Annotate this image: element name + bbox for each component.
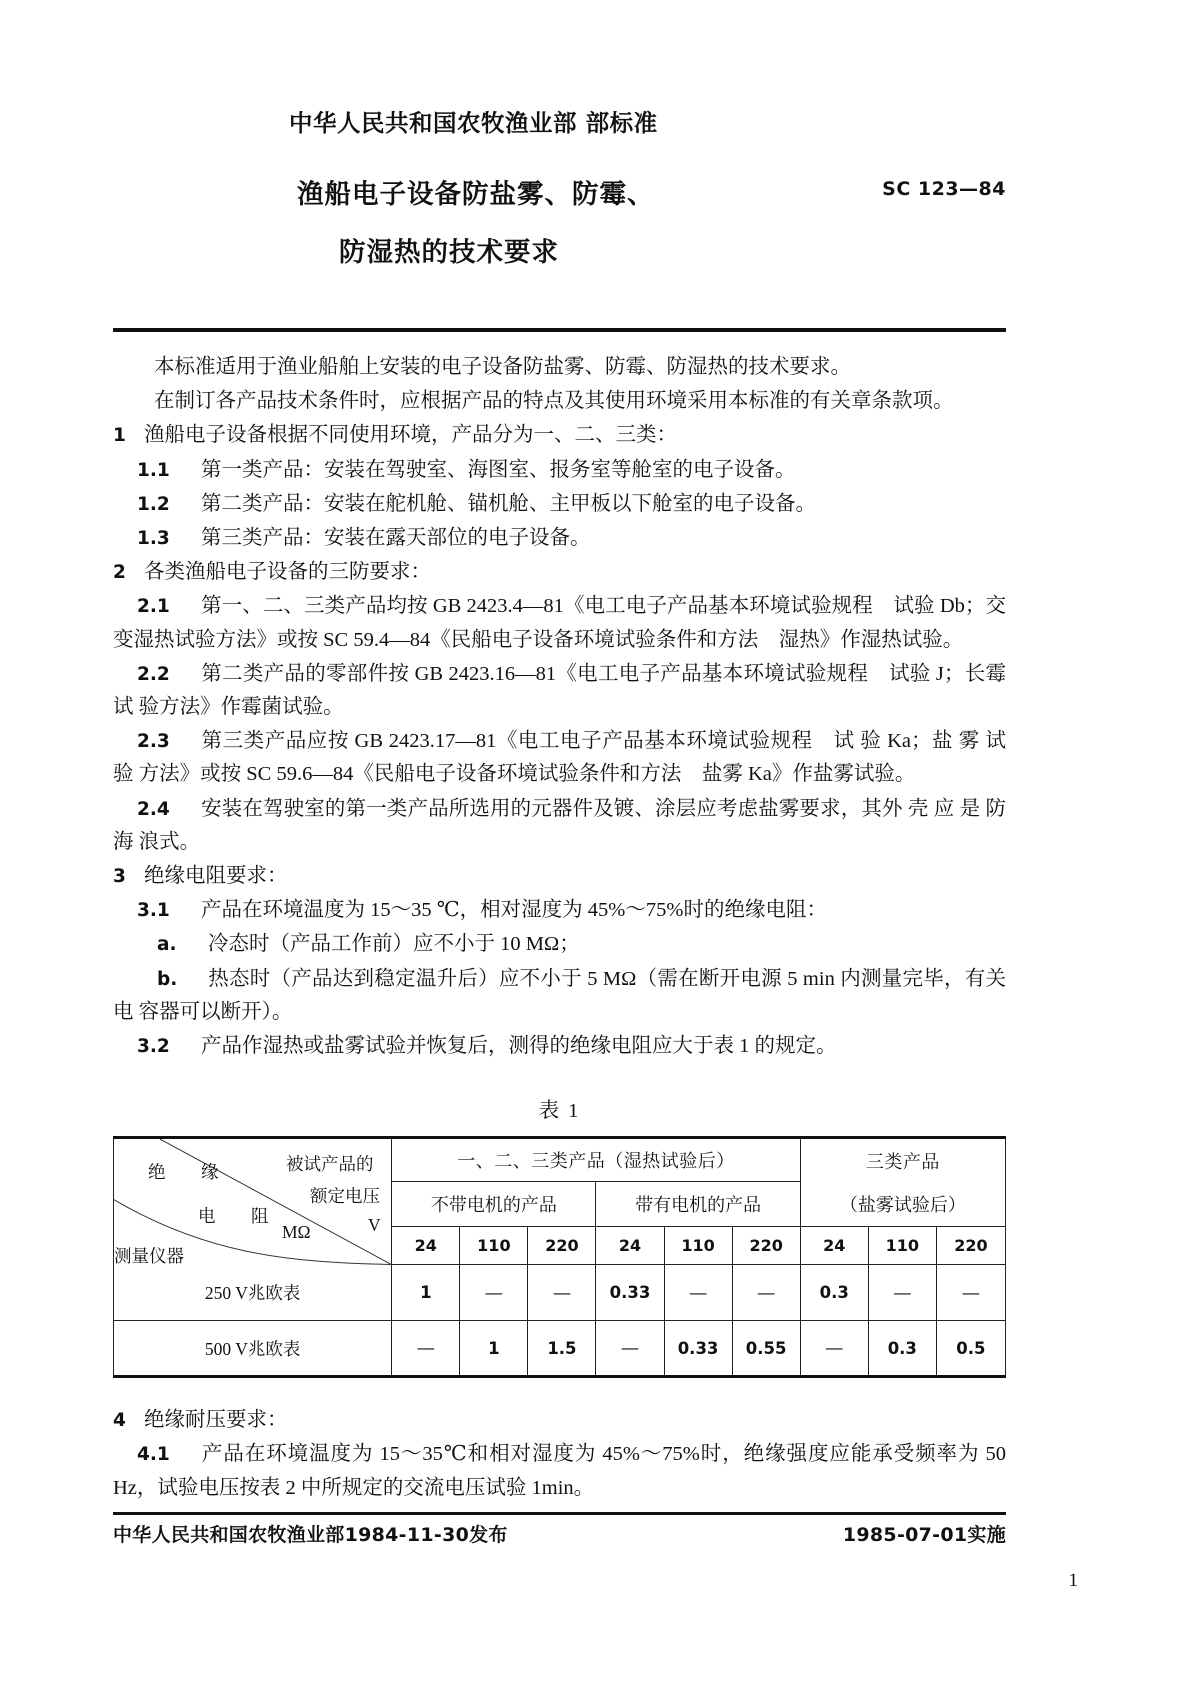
table-row-1-cell-1: 1 [392,1265,460,1321]
clause-3-1-item-b-text: 热态时（产品达到稳定温升后）应不小于 5 MΩ（需在断开电源 5 min 内测量完毕，有关电 容器可以断开）。 [113,967,1006,1023]
clause-1-3 [113,522,1006,555]
table-voltage-col-3: 220 [528,1227,596,1265]
table-row-2-cell-4: — [596,1321,664,1377]
table-header-row-groups [114,1138,1006,1182]
table-group-header-2: 三类产品 [800,1138,1005,1182]
table-1-caption: 表 1 [538,1100,581,1123]
title-block [113,172,1006,284]
table-group-header-1: 一、二、三类产品（湿热试验后） [392,1138,800,1182]
clause-1-text: 渔船电子设备根据不同使用环境，产品分为一、二、三类： [144,424,677,447]
clause-1-1-label: 1.1 [137,459,170,481]
table-row [114,1265,1006,1321]
clause-2-1-label: 2.1 [137,596,170,618]
footer-effective-date: 1985-07-01实施 [842,1524,1006,1546]
clause-2-4-text: 安装在驾驶室的第一类产品所选用的元器件及镀、涂层应考虑盐雾要求，其外 壳 应 是 防 海 浪式。 [113,797,1006,853]
table-row-2-cell-5: 0.33 [664,1321,732,1377]
footer-divider-rule [113,1512,1006,1515]
page-content [113,0,1006,1506]
clause-2-1-text: 第一、二、三类产品均按 GB 2423.4—81《电工电子产品基本环境试验规程 试验 Db；交变湿热试验方法》或按 SC 59.4—84《民船电子设备环境试验条件和方法 湿热》作湿热试验。 [113,595,1006,651]
table-row [114,1321,1006,1377]
issuing-ministry: 中华人民共和国农牧渔业部 部标准 [289,109,658,137]
clause-2-2 [113,658,1006,724]
table-row-1-cell-2: — [460,1265,528,1321]
corner-label-insulation: 绝 缘 [148,1162,228,1183]
page-footer [113,1520,1006,1547]
clause-2-3 [113,725,1006,791]
clause-3-1 [113,894,1006,927]
clause-4 [113,1404,1006,1437]
document-body [113,351,1006,1063]
footer-issuer: 中华人民共和国农牧渔业部1984-11-30发布 [113,1524,508,1546]
clause-4-1 [113,1438,1006,1504]
clause-3-1-label: 3.1 [137,900,170,922]
table-sub-header-with-motor: 带有电机的产品 [596,1182,800,1227]
corner-label-tested-product: 被试产品的 [286,1154,374,1175]
document-body-after-table [113,1404,1006,1505]
clause-3-1-item-a [113,928,1006,961]
table-row-2-cell-8: 0.3 [868,1321,936,1377]
table-row-1-cell-8: — [868,1265,936,1321]
clause-2-4-label: 2.4 [137,798,170,820]
header-divider-rule [113,328,1006,332]
table-row-1-cell-5: — [664,1265,732,1321]
clause-3 [113,860,1006,893]
clause-2-1 [113,590,1006,656]
clause-4-label: 4 [113,1410,126,1432]
clause-1-label: 1 [113,425,126,447]
masthead [113,0,1006,284]
document-title-line-1: 渔船电子设备防盐雾、防霉、 [297,179,655,210]
clause-2-label: 2 [113,562,126,584]
table-1 [113,1136,1006,1378]
clause-3-2-text: 产品作湿热或盐雾试验并恢复后，测得的绝缘电阻应大于表 1 的规定。 [201,1035,837,1058]
corner-label-rated-voltage: 额定电压 [310,1186,380,1207]
clause-3-text: 绝缘电阻要求： [144,865,288,888]
clause-2-text: 各类渔船电子设备的三防要求： [144,561,431,584]
clause-3-1-item-a-label: a. [157,934,177,956]
table-row-2-cell-7: — [800,1321,868,1377]
table-row-2-cell-9: 0.5 [936,1321,1005,1377]
corner-label-voltage-unit: V [368,1215,381,1236]
corner-label-resistance: 电 阻 [198,1206,278,1227]
clause-1-1 [113,454,1006,487]
paragraph-intro-1: 本标准适用于渔业船舶上安装的电子设备防盐雾、防霉、防湿热的技术要求。 [154,356,851,378]
table-voltage-col-1: 24 [392,1227,460,1265]
document-title-line-2: 防湿热的技术要求 [339,237,559,268]
clause-1-2-label: 1.2 [137,493,170,515]
clause-3-2-label: 3.2 [137,1036,170,1058]
clause-4-1-text: 产品在环境温度为 15～35℃和相对湿度为 45%～75%时，绝缘强度应能承受频率为 50 Hz，试验电压按表 2 中所规定的交流电压试验 1min。 [113,1443,1006,1499]
clause-3-label: 3 [113,866,126,888]
table-row-1-meter: 250 V兆欧表 [114,1265,392,1321]
clause-3-1-item-a-text: 冷态时（产品工作前）应不小于 10 MΩ； [208,933,580,956]
clause-3-1-text: 产品在环境温度为 15～35 ℃，相对湿度为 45%～75%时的绝缘电阻： [201,899,827,922]
table-voltage-col-4: 24 [596,1227,664,1265]
table-row-2-cell-1: — [392,1321,460,1377]
standard-number: SC 123—84 [882,178,1006,200]
clause-3-1-item-b-label: b. [157,968,178,990]
clause-1-3-label: 1.3 [137,528,170,550]
clause-1-3-text: 第三类产品：安装在露天部位的电子设备。 [201,527,591,550]
clause-3-1-item-b [113,963,1006,1029]
table-voltage-col-7: 24 [800,1227,868,1265]
clause-4-text: 绝缘耐压要求： [144,1409,288,1432]
corner-label-resistance-unit: MΩ [282,1222,311,1243]
table-voltage-col-6: 220 [732,1227,800,1265]
table-row-1-cell-6: — [732,1265,800,1321]
table-row-1-cell-9: — [936,1265,1005,1321]
table-sub-header-no-motor: 不带电机的产品 [392,1182,596,1227]
clause-1-1-text: 第一类产品：安装在驾驶室、海图室、报务室等舱室的电子设备。 [201,458,796,481]
clause-2-3-text: 第三类产品应按 GB 2423.17—81《电工电子产品基本环境试验规程 试 验 Ka；盐 雾 试 验 方法》或按 SC 59.6—84《民船电子设备环境试验条件和方法 盐雾 Ka》作盐雾试验。 [113,730,1006,786]
clause-1 [113,419,1006,452]
clause-1-2 [113,488,1006,521]
table-corner-cell [114,1138,392,1265]
table-voltage-col-8: 110 [868,1227,936,1265]
table-row-2-cell-2: 1 [460,1321,528,1377]
clause-2-3-label: 2.3 [137,731,170,753]
corner-label-measuring-instrument: 测量仪器 [114,1246,184,1267]
clause-2 [113,556,1006,589]
clause-1-2-text: 第二类产品：安装在舵机舱、锚机舱、主甲板以下舱室的电子设备。 [201,492,816,515]
clause-4-1-label: 4.1 [137,1444,170,1466]
table-row-2-cell-6: 0.55 [732,1321,800,1377]
table-row-2-meter: 500 V兆欧表 [114,1321,392,1377]
paragraph-intro-2: 在制订各产品技术条件时，应根据产品的特点及其使用环境采用本标准的有关章条款项。 [154,390,954,413]
clause-2-2-text: 第二类产品的零部件按 GB 2423.16—81《电工电子产品基本环境试验规程 试验 J；长霉试 验方法》作霉菌试验。 [113,662,1006,719]
page-number: 1 [1068,1570,1078,1591]
table-voltage-col-5: 110 [664,1227,732,1265]
table-row-1-cell-4: 0.33 [596,1265,664,1321]
table-row-1-cell-7: 0.3 [800,1265,868,1321]
table-row-2-cell-3: 1.5 [528,1321,596,1377]
clause-2-2-label: 2.2 [137,663,170,685]
table-group-2-subtitle: （盐雾试验后） [800,1182,1005,1227]
table-voltage-col-9: 220 [936,1227,1005,1265]
clause-2-4 [113,793,1006,859]
table-row-1-cell-3: — [528,1265,596,1321]
table-voltage-col-2: 110 [460,1227,528,1265]
clause-3-2 [113,1030,1006,1063]
